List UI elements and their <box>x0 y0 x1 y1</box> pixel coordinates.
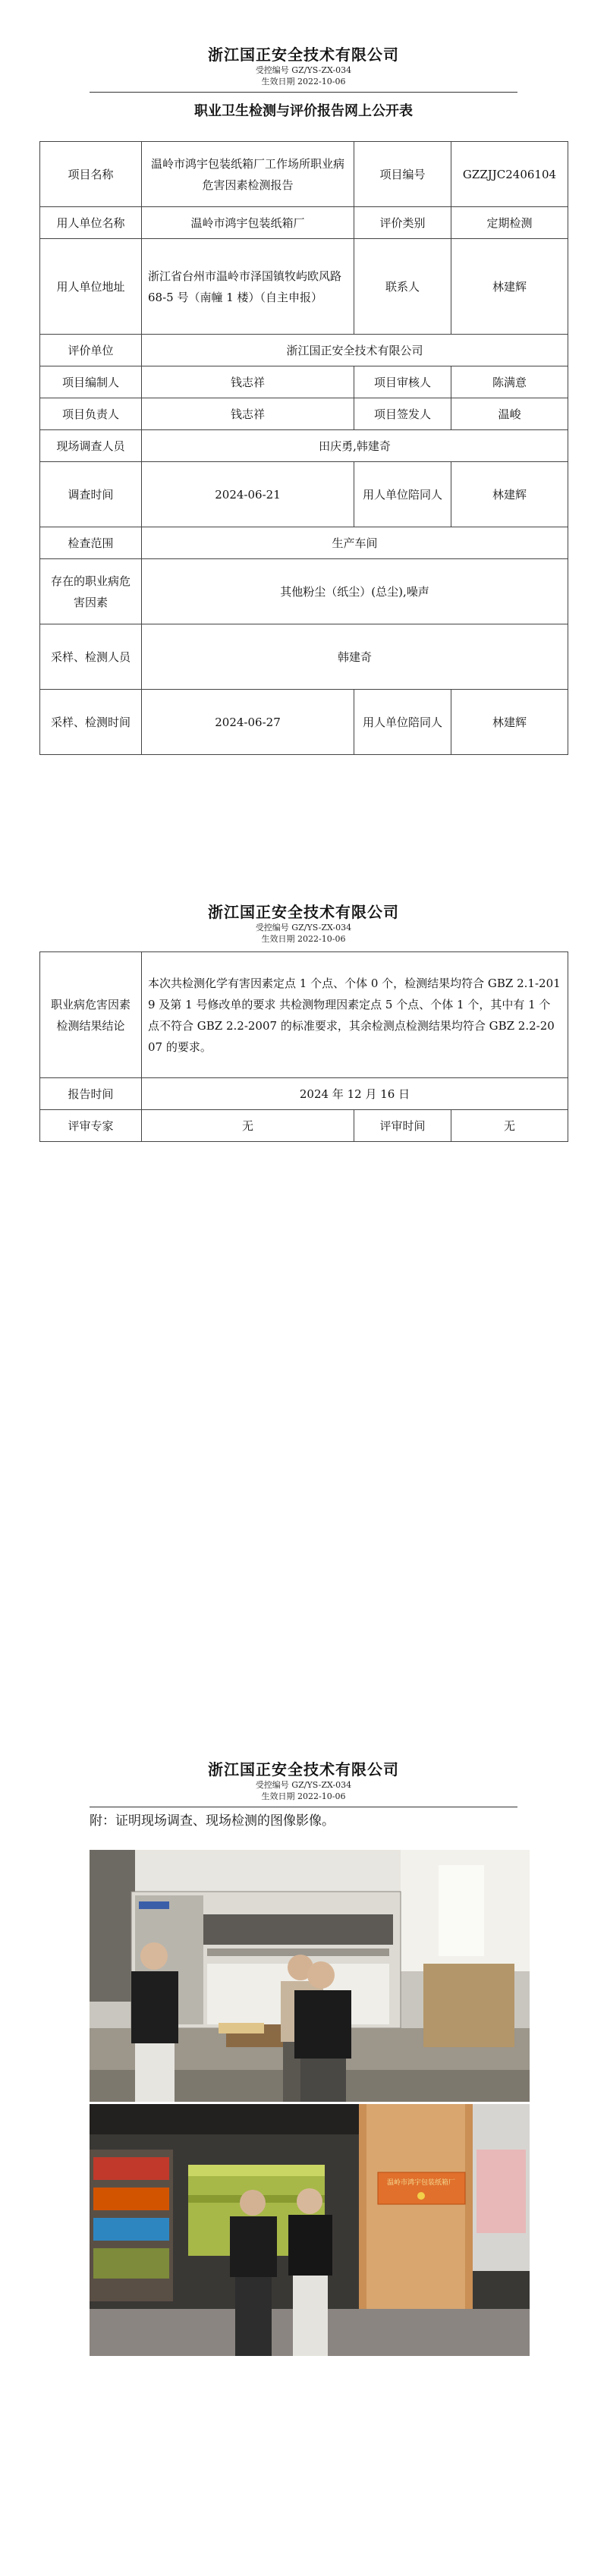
issuer-label: 项目签发人 <box>354 398 451 430</box>
result-label: 职业病危害因素检测结果结论 <box>40 952 142 1078</box>
hazards-label: 存在的职业病危害因素 <box>40 559 142 624</box>
sample-time-label: 采样、检测时间 <box>40 690 142 755</box>
site-inspection-photo <box>90 2104 530 2356</box>
compiler-label: 项目编制人 <box>40 366 142 398</box>
eval-unit-value: 浙江国正安全技术有限公司 <box>142 335 568 366</box>
samplers-label: 采样、检测人员 <box>40 624 142 690</box>
effective-date: 生效日期 2022-10-06 <box>261 1791 346 1801</box>
page-header <box>0 42 607 87</box>
result-table <box>39 951 568 1142</box>
expert-label: 评审专家 <box>40 1110 142 1142</box>
site-inspection-image <box>90 2104 530 2356</box>
project-no-label: 项目编号 <box>354 142 451 207</box>
page-header <box>0 1757 607 1802</box>
address-value: 浙江省台州市温岭市泽国镇牧屿欧风路 68-5 号（南幢 1 楼）（自主申报） <box>142 239 354 335</box>
site-survey-image <box>90 1850 530 2102</box>
page-header <box>0 900 607 945</box>
scope-label: 检查范围 <box>40 527 142 559</box>
control-number: 受控编号 GZ/YS-ZX-034 <box>255 1780 352 1790</box>
page-title: 职业卫生检测与评价报告网上公开表 <box>194 103 413 119</box>
review-time-value: 无 <box>451 1110 568 1142</box>
sample-escort-label: 用人单位陪同人 <box>354 690 451 755</box>
control-number: 受控编号 GZ/YS-ZX-034 <box>255 923 352 933</box>
site-survey-photo <box>90 1850 530 2102</box>
header-rule <box>90 92 517 93</box>
company-name: 浙江国正安全技术有限公司 <box>208 903 399 921</box>
eval-type-label: 评价类别 <box>354 207 451 239</box>
banner-text: 温岭市鸿宇包装纸箱厂 <box>386 2179 456 2187</box>
report-time-value: 2024 年 12 月 16 日 <box>142 1078 568 1110</box>
employer-value: 温岭市鸿宇包装纸箱厂 <box>142 207 354 239</box>
reviewer-label: 项目审核人 <box>354 366 451 398</box>
control-number: 受控编号 GZ/YS-ZX-034 <box>255 65 352 75</box>
report-time-label: 报告时间 <box>40 1078 142 1110</box>
company-name: 浙江国正安全技术有限公司 <box>208 1760 399 1779</box>
expert-value: 无 <box>142 1110 354 1142</box>
effective-date: 生效日期 2022-10-06 <box>261 77 346 86</box>
contact-label: 联系人 <box>354 239 451 335</box>
reviewer-value: 陈满意 <box>451 366 568 398</box>
survey-escort-value: 林建辉 <box>451 462 568 527</box>
page-3 <box>0 1715 607 2576</box>
compiler-value: 钱志祥 <box>142 366 354 398</box>
project-name-label: 项目名称 <box>40 142 142 207</box>
attachment-note: 附：证明现场调查、现场检测的图像影像。 <box>90 1813 335 1829</box>
address-label: 用人单位地址 <box>40 239 142 335</box>
review-time-label: 评审时间 <box>354 1110 451 1142</box>
samplers-value: 韩建奇 <box>142 624 568 690</box>
employer-label: 用人单位名称 <box>40 207 142 239</box>
result-value: 本次共检测化学有害因素定点 1 个点、个体 0 个，检测结果均符合 GBZ 2.1-2019 及第 1 号修改单的要求 共检测物理因素定点 5 个点、个体 1 个，其中有 1 个点不符合 GBZ 2.2-2007 的标准要求，其余检测点检测结果均符合 GBZ 2.2-2007 的要求。 <box>142 952 568 1078</box>
page-1 <box>0 0 607 857</box>
survey-time-label: 调查时间 <box>40 462 142 527</box>
effective-date: 生效日期 2022-10-06 <box>261 934 346 944</box>
surveyors-value: 田庆勇,韩建奇 <box>142 430 568 462</box>
issuer-value: 温峻 <box>451 398 568 430</box>
survey-time-value: 2024-06-21 <box>142 462 354 527</box>
company-name: 浙江国正安全技术有限公司 <box>208 46 399 64</box>
hazards-value: 其他粉尘（纸尘）(总尘),噪声 <box>142 559 568 624</box>
eval-type-value: 定期检测 <box>451 207 568 239</box>
leader-value: 钱志祥 <box>142 398 354 430</box>
leader-label: 项目负责人 <box>40 398 142 430</box>
contact-value: 林建辉 <box>451 239 568 335</box>
eval-unit-label: 评价单位 <box>40 335 142 366</box>
sample-time-value: 2024-06-27 <box>142 690 354 755</box>
scope-value: 生产车间 <box>142 527 568 559</box>
project-no-value: GZZJJC2406104 <box>451 142 568 207</box>
info-table <box>39 141 568 755</box>
page-2 <box>0 857 607 1715</box>
survey-escort-label: 用人单位陪同人 <box>354 462 451 527</box>
project-name-value: 温岭市鸿宇包装纸箱厂工作场所职业病危害因素检测报告 <box>142 142 354 207</box>
sample-escort-value: 林建辉 <box>451 690 568 755</box>
surveyors-label: 现场调查人员 <box>40 430 142 462</box>
